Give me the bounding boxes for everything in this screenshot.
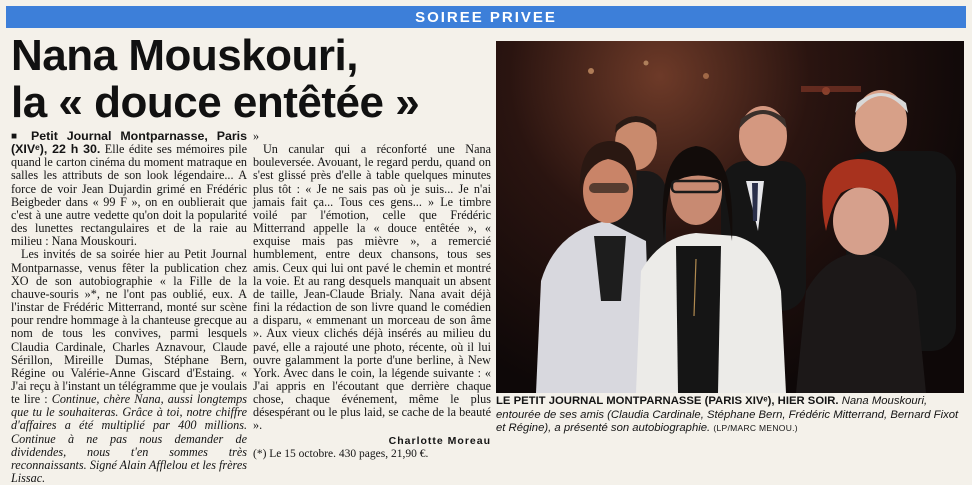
caption-body: Nana Mouskouri, entourée de ses amis (Claudia Cardinale, Stéphane Bern, Frédéric Mitterrand, Bernard Fixot et Régine), a présenté son autobiographie.	[496, 395, 959, 434]
event-photo	[496, 41, 964, 393]
photo-caption	[496, 395, 964, 436]
headline	[11, 32, 491, 126]
footnote: (*) Le 15 octobre. 430 pages, 21,90 €.	[253, 447, 429, 460]
paragraph-1-text: Elle édite ses mémoires pile quand le carton cinéma du moment matraque en salles les attributs de son look légendaire... A force de voir Jean Dujardin grimé en Frédéric Beigbeder dans « 99 F », on en oublierait que c'est à une autre vedette qu'on doit la popularité des lunettes rectangulaires et de la raie au milieu : Nana Mouskouri.	[11, 142, 248, 249]
lead-paragraph	[11, 130, 247, 248]
article-column-2	[253, 130, 491, 461]
lead-dateline: Petit Journal Montparnasse, Paris (XIVᵉ), 22 h 30.	[11, 129, 247, 157]
caption-lead: LE PETIT JOURNAL MONTPARNASSE (PARIS XIVᵉ), HIER SOIR.	[496, 395, 839, 407]
headline-line-1: Nana Mouskouri,	[11, 31, 358, 80]
quote-close-mark: »	[253, 129, 260, 143]
article-column-1	[11, 130, 247, 485]
bullet-square-icon: ■	[11, 131, 23, 142]
photo-illustration	[496, 41, 964, 393]
paragraph-3: Un canular qui a réconforté une Nana bouleversée. Avouant, le regard perdu, quand on s'est glissé près d'elle à table quelques minutes plus tôt : « Je ne sais pas où je suis... Je n'ai jamais fait ça... Tous ces gens... » Le timbre voilé par l'émotion, celle que Frédéric Mitterrand appelle la « douce entêtée », « exquise mais pas mièvre », a remercié humblement, entre deux chansons, tous ses amis. Ceux qui lui ont pavé le chemin et montré la voie. Et au rang desquels manquait un absent de taille, Jean-Claude Brialy. Nana avait déjà fini la rédaction de son livre quand le comédien a disparu, « emmenant un morceau de son âme ». Aux vieux clichés déjà insérés au milieu du pavé, elle a rajouté une photo, récente, où il lui ouvre galamment la porte d'une berline, à New York. Avec dans le coin, la légende suivante : « J'ai appris en l'écoutant que derrière chaque chose, chaque événement, même le plus désespérant ou le plus laid, se cache de la beauté ».	[253, 142, 491, 433]
paragraph-2-text: Les invités de sa soirée hier au Petit Journal Montparnasse, venus fêter la publication chez XO de son autobiographie « la Fille de la chauve-souris »*, ne l'ont pas oublié, eux. A l'instar de Frédéric Mitterrand, monté sur scène pour rendre hommage à la chanteuse grecque au nom de tous les convives, parmi lesquels Claudia Cardinale, Charles Aznavour, Claude Sérillon, Mireille Dumas, Stéphane Bern, Régine ou Valérie-Anne Giscard d'Estaing. « J'ai reçu à l'instant un télégramme que je voulais te lire :	[11, 247, 247, 407]
paragraph-2	[11, 248, 247, 485]
byline: Charlotte Moreau	[388, 434, 491, 447]
photo-credit: (LP/MARC MENOU.)	[713, 423, 798, 433]
headline-line-2: la « douce entêtée »	[11, 78, 420, 127]
section-banner: SOIREE PRIVEE	[6, 6, 966, 28]
telegram-quote: Continue, chère Nana, aussi longtemps que tu le souhaiteras. Grâce à toi, notre chiffre d'affaires a été multiplié par 400 millions. Continue à ne pas nous demander de dividendes, nous t'en sommes très reconnaissants. Signé Alain Afflelou et les frères Lissac.	[11, 392, 248, 485]
